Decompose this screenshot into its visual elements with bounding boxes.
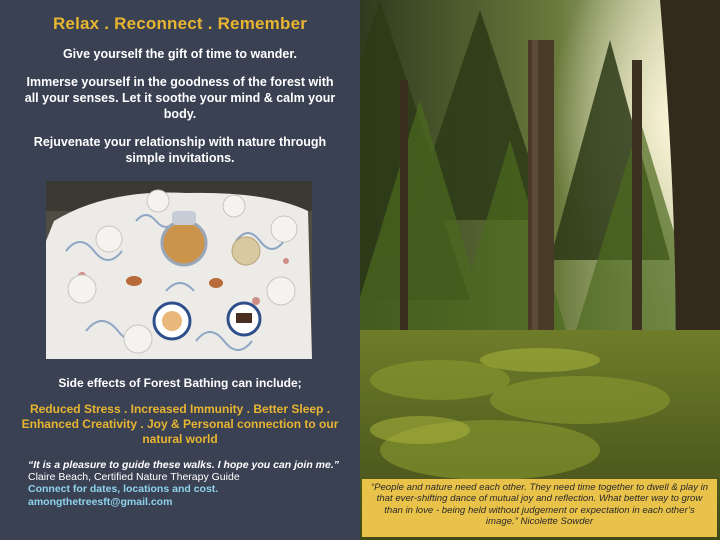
immerse-paragraph: Immerse yourself in the goodness of the forest with all your senses. Let it soothe your mind & calm your body.	[24, 75, 336, 121]
benefits-line-2: Enhanced Creativity . Joy & Personal connection to our natural world	[21, 417, 339, 446]
rejuvenate-paragraph: Rejuvenate your relationship with nature through simple invitations.	[33, 135, 327, 165]
cta-text: Connect for dates, locations and cost.	[28, 483, 219, 495]
benefits-list	[14, 402, 346, 447]
page-title: Relax . Reconnect . Remember	[52, 14, 308, 33]
side-effects-heading: Side effects of Forest Bathing can include;	[58, 376, 302, 390]
picnic-photo	[46, 181, 312, 359]
intro-paragraph: Give yourself the gift of time to wander.	[62, 47, 298, 61]
guide-name: Claire Beach, Certified Nature Therapy Guide	[28, 471, 240, 483]
forest-illustration	[360, 0, 720, 540]
guide-quote	[28, 459, 340, 483]
contact-block	[28, 483, 340, 508]
guide-quote-text: “It is a pleasure to guide these walks. I hope you can join me.”	[28, 459, 339, 471]
picnic-tea-illustration	[46, 181, 312, 359]
email-link[interactable]: amongthetreesft@gmail.com	[28, 495, 173, 508]
forest-quote-caption: “People and nature need each other. They need time together to dwell & play in that ever-shifting dance of mutual joy and reflection. What better way to grow than in love - being held without judgement or expectation in each other’s image.” Nicolette Sowder	[362, 479, 717, 537]
forest-photo	[360, 0, 720, 540]
benefits-line-1: Reduced Stress . Increased Immunity . Better Sleep .	[29, 402, 331, 416]
